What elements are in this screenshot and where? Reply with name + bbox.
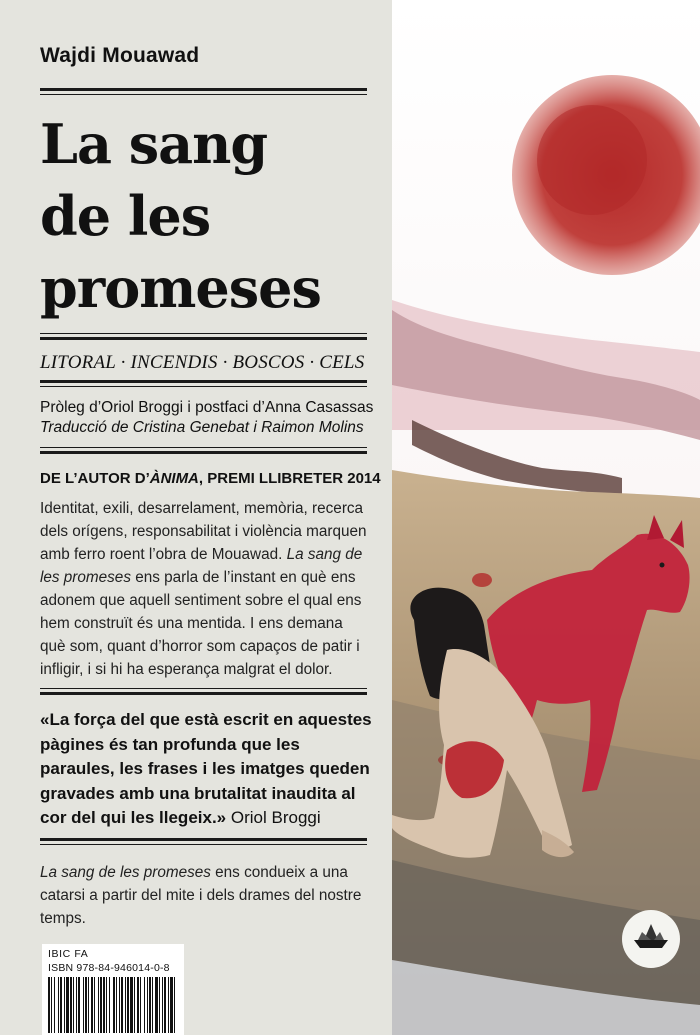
barcode-bar [164,977,166,1033]
blurb-paragraph [40,497,372,681]
barcode-bar [152,977,153,1033]
barcode-bar [48,977,50,1033]
barcode-bar [147,977,148,1033]
barcode-bar [134,977,135,1033]
rule-series-bottom-1 [40,380,367,383]
blurb-part-1: Identitat, exili, desarrelament, memòria, recerca dels orígens, responsabilitat i violència marquen amb ferro roent l’obra de Mouawad. [40,500,367,563]
blurb-part-2: ens parla de l’instant en què ens adonem que aquell sentiment sobre el qual ens hem construït és una mentida. I ens demana què som, quant d’horror som capaços de patir i infligir, i si hi ha esperança malgrat el dolor. [40,569,362,678]
barcode-bar [127,977,129,1033]
award-prefix: DE L’AUTOR D’ [40,470,150,487]
title-line-1: La sang [40,112,268,176]
illustration-svg [392,0,700,1035]
barcode-bar [60,977,62,1033]
barcode-box [42,944,184,1035]
barcode-bar [78,977,80,1033]
barcode-bar [85,977,87,1033]
title-line-2: de les [40,184,211,248]
barcode-bar [58,977,59,1033]
rule-quote-top-1 [40,688,367,689]
barcode-bar [162,977,163,1033]
rule-series-top-1 [40,333,367,334]
barcode-bar [54,977,55,1033]
barcode-bar [76,977,77,1033]
cover-illustration [392,0,700,1035]
barcode-bar [66,977,69,1033]
barcode-bar [159,977,160,1033]
title-line-3: promeses [40,256,321,320]
barcode-bar [116,977,117,1033]
barcode-bar [51,977,52,1033]
prologue-credit: Pròleg d’Oriol Broggi i postfaci d’Anna Casassas [40,399,374,416]
rule-quote-bottom-1 [40,838,367,841]
wolf-eye [660,563,665,568]
barcode-bar [73,977,74,1033]
series-subtitle: LITORAL · INCENDIS · BOSCOS · CELS [40,352,365,373]
rule-series-top-2 [40,337,367,340]
paper-boat-icon [622,910,680,968]
rule-award-2 [40,451,367,454]
barcode-bar [174,977,175,1033]
blurb-title-ref: La sang de les promeses [40,546,363,586]
press-quote [40,708,375,831]
blood-drop-1 [472,573,492,587]
barcode-bar [94,977,95,1033]
rule-top-2 [40,94,367,95]
credits [40,398,374,438]
barcode-bar [149,977,151,1033]
barcode-bar [144,977,145,1033]
barcode-bar [125,977,126,1033]
translation-credit: Traducció de Cristina Genebat i Raimon Molins [40,419,364,436]
author-name: Wajdi Mouawad [40,44,200,67]
barcode-bar [155,977,158,1033]
barcode-bar [130,977,133,1033]
ibic-code: IBIC FA [48,948,89,960]
barcode-bar [98,977,99,1033]
rule-award-1 [40,447,367,448]
award-suffix: , PREMI LLIBRETER 2014 [198,470,381,487]
book-title [40,108,370,324]
barcode-bar [103,977,105,1033]
barcode-bar [119,977,120,1033]
barcode-bar [91,977,93,1033]
barcode-bar [64,977,65,1033]
barcode-graphic [48,977,178,1033]
barcode-bar [137,977,139,1033]
closing-paragraph [40,861,375,930]
closing-title-ref: La sang de les promeses [40,864,211,881]
closing-text: ens condueix a una catarsi a partir del mite i dels drames del nostre temps. [40,864,362,927]
barcode-bar [140,977,141,1033]
rule-quote-top-2 [40,692,367,695]
publisher-logo [622,910,680,968]
barcode-bar [109,977,110,1033]
barcode-bar [170,977,173,1033]
barcode-bar [113,977,115,1033]
quote-source: Oriol Broggi [230,808,321,827]
barcode-bar [106,977,107,1033]
rule-quote-bottom-2 [40,844,367,845]
barcode-bar [83,977,84,1033]
rule-top-1 [40,88,367,91]
barcode-bar [70,977,72,1033]
sun-core [537,105,647,215]
quote-text: «La força del que està escrit en aquestes pàgines és tan profunda que les paraules, les frases i les imatges queden gravades amb una brutalitat inaudita al cor del qui les llegeix.» [40,710,372,827]
isbn-number: ISBN 978-84-946014-0-8 [48,962,170,974]
barcode-bar [168,977,169,1033]
award-line [40,470,381,487]
barcode-bar [121,977,123,1033]
barcode-bar [100,977,102,1033]
barcode-bar [88,977,89,1033]
rule-series-bottom-2 [40,386,367,387]
award-work: ÀNIMA [149,470,199,487]
